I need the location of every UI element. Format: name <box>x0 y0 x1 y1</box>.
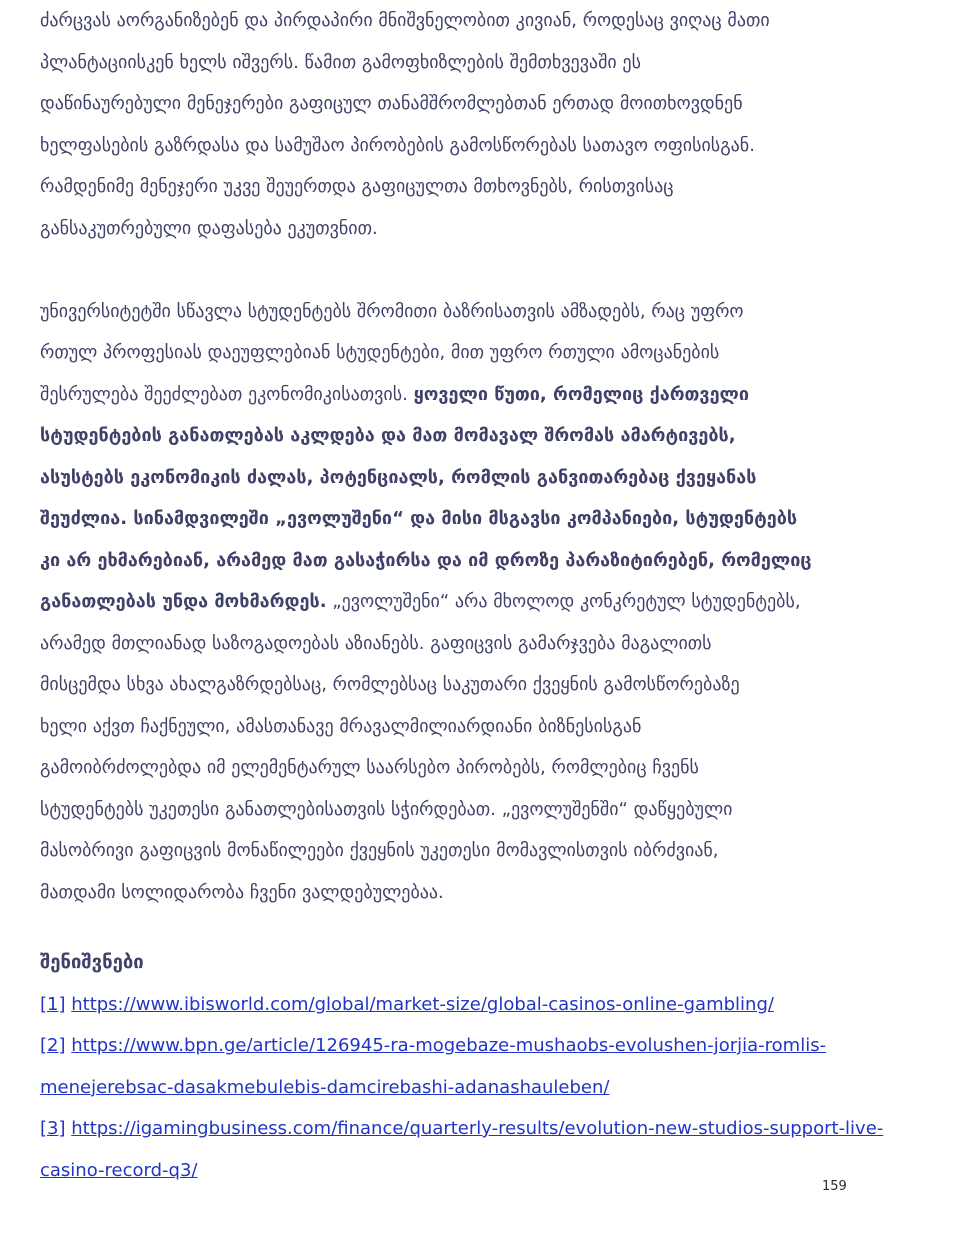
page-number: 159 <box>822 1179 847 1194</box>
bold-text-segment: ასუსტებს ეკონომიკის ძალას, პოტენციალს, რომლის განვითარებაც ქვეყანას <box>40 466 757 488</box>
paragraph-1 <box>40 0 916 249</box>
reference-3-label-link[interactable]: [3] <box>40 1118 66 1139</box>
text-segment: მისცემდა სხვა ახალგაზრდებსაც, რომლებსაც საკუთარი ქვეყნის გამოსწორებაზე <box>40 674 740 695</box>
text-line <box>40 83 916 125</box>
reference-line <box>40 1025 916 1067</box>
bold-text-segment: შეუძლია. სინამდვილეში „ევოლუშენი“ და მისი მსგავსი კომპანიები, სტუდენტებს <box>40 508 798 529</box>
text-line <box>40 291 916 333</box>
text-line <box>40 166 916 208</box>
reference-line <box>40 1108 916 1150</box>
text-line <box>40 0 916 42</box>
text-segment: არამედ მთლიანად საზოგადოებას აზიანებს. გაფიცვის გამარჯვება მაგალითს <box>40 632 712 654</box>
text-line <box>40 374 916 416</box>
reference-line <box>40 984 916 1026</box>
text-line <box>40 540 916 582</box>
text-line <box>40 706 916 748</box>
text-line <box>40 747 916 789</box>
text-segment: რამდენიმე მენეჯერი უკვე შეუერთდა გაფიცულთა მთხოვნებს, რისთვისაც <box>40 176 674 197</box>
notes-heading: შენიშვნები <box>40 952 144 973</box>
paragraph-2 <box>40 291 916 914</box>
text-line <box>40 42 916 84</box>
reference-1-url-link[interactable]: https://www.ibisworld.com/global/market-size/global-casinos-online-gambling/ <box>71 993 774 1015</box>
bold-text-segment: ყოველი წუთი, რომელიც ქართველი <box>413 383 750 405</box>
body-text <box>40 0 916 913</box>
reference-2-label-link[interactable]: [2] <box>40 1035 66 1056</box>
text-segment: მათდამი სოლიდარობა ჩვენი ვალდებულებაა. <box>40 881 444 903</box>
text-line <box>40 581 916 623</box>
text-segment: ძარცვას აორგანიზებენ და პირდაპირი მნიშვნელობით კივიან, როდესაც ვიღაც მათი <box>40 10 770 31</box>
text-segment: სტუდენტებს უკეთესი განათლებისათვის სჭირდებათ. „ევოლუშენში“ დაწყებული <box>40 798 733 820</box>
text-line <box>40 664 916 706</box>
references-list <box>40 984 916 1192</box>
text-line <box>40 415 916 457</box>
text-segment: რთულ პროფესიას დაეუფლებიან სტუდენტები, მით უფრო რთული ამოცანების <box>40 342 720 363</box>
reference-2-url-link[interactable]: https://www.bpn.ge/article/126945-ra-mogebaze-mushaobs-evolushen-jorjia-romlis- <box>71 1035 827 1056</box>
text-line <box>40 332 916 374</box>
text-segment: მასობრივი გაფიცვის მონაწილეები ქვეყნის უკეთესი მომავლისთვის იბრძვიან, <box>40 840 719 861</box>
text-line <box>40 830 916 872</box>
text-line <box>40 208 916 250</box>
reference-3-url-link-continuation[interactable]: casino-record-q3/ <box>40 1159 198 1181</box>
text-segment: ხელფასების გაზრდასა და სამუშაო პირობების გამოსწორებას სათავო ოფისისგან. <box>40 134 755 156</box>
text-line <box>40 498 916 540</box>
text-segment: შესრულება შეეძლებათ ეკონომიკისათვის. <box>40 383 414 405</box>
text-segment: განსაკუთრებული დაფასება ეკუთვნით. <box>40 217 378 239</box>
text-line <box>40 872 916 914</box>
text-segment: დაწინაურებული მენეჯერები გაფიცულ თანამშრომლებთან ერთად მოითხოვდნენ <box>40 93 743 114</box>
text-segment: ხელი აქვთ ჩაქნეული, ამასთანავე მრავალმილიარდიანი ბიზნესისგან <box>40 715 642 737</box>
reference-line <box>40 1067 916 1109</box>
bold-text-segment: განათლებას უნდა მოხმარდეს. <box>40 591 327 612</box>
text-line <box>40 623 916 665</box>
text-line <box>40 789 916 831</box>
text-segment: გამოიბრძოლებდა იმ ელემენტარულ საარსებო პირობებს, რომლებიც ჩვენს <box>40 757 699 778</box>
reference-1-label-link[interactable]: [1] <box>40 993 66 1015</box>
text-line <box>40 125 916 167</box>
text-line <box>40 457 916 499</box>
reference-3-url-link[interactable]: https://igamingbusiness.com/finance/quarterly-results/evolution-new-studios-support-live- <box>71 1118 884 1139</box>
reference-line <box>40 1150 916 1192</box>
bold-text-segment: სტუდენტების განათლებას აკლდება და მათ მომავალ შრომას ამარტივებს, <box>40 425 736 446</box>
text-segment: პლანტაციისკენ ხელს იშვერს. წამით გამოფხიზლების შემთხვევაში ეს <box>40 51 641 73</box>
reference-2-url-link-continuation[interactable]: menejerebsac-dasakmebulebis-damcirebashi-adanashauleben/ <box>40 1076 610 1098</box>
bold-text-segment: კი არ ეხმარებიან, არამედ მათ გასაჭირსა და იმ დროზე პარაზიტირებენ, რომელიც <box>40 549 812 571</box>
text-segment: „ევოლუშენი“ არა მხოლოდ კონკრეტულ სტუდენტებს, <box>326 591 801 612</box>
text-segment: უნივერსიტეტში სწავლა სტუდენტებს შრომითი ბაზრისათვის ამზადებს, რაც უფრო <box>40 300 744 322</box>
